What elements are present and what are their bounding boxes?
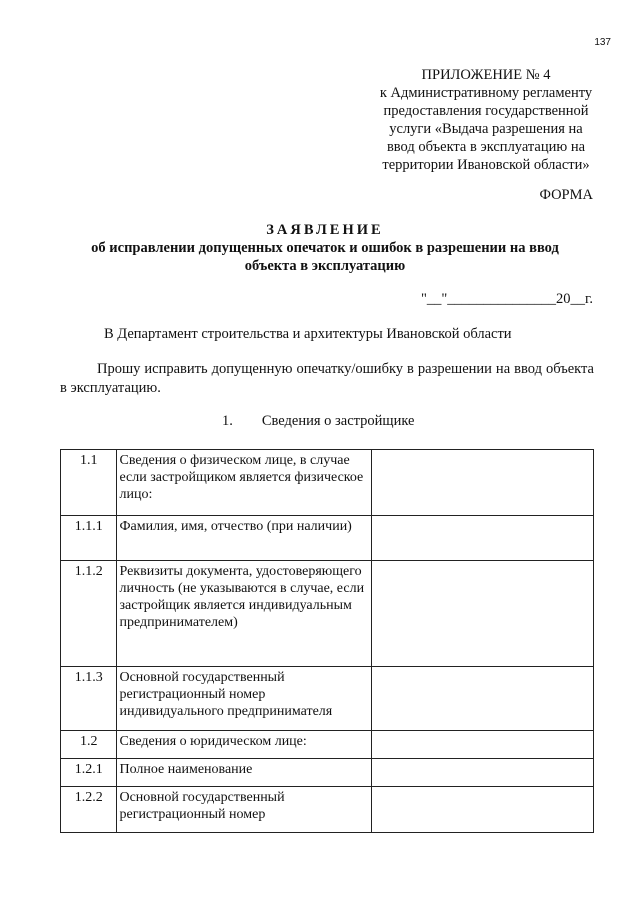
row-value-cell[interactable] bbox=[371, 787, 593, 833]
row-label-cell: Полное наименование bbox=[117, 759, 371, 787]
row-number-cell: 1.2.1 bbox=[61, 759, 117, 787]
row-value-cell[interactable] bbox=[371, 450, 593, 516]
row-number-cell: 1.1.1 bbox=[61, 516, 117, 561]
appendix-line: предоставления государственной bbox=[383, 103, 589, 119]
document-title bbox=[60, 221, 590, 275]
table-row bbox=[61, 516, 594, 561]
row-value-cell[interactable] bbox=[371, 516, 593, 561]
row-number-cell: 1.1.3 bbox=[61, 667, 117, 731]
table-row bbox=[61, 787, 594, 833]
row-label-cell: Сведения о юридическом лице: bbox=[117, 731, 371, 759]
section-number: 1. bbox=[222, 413, 233, 429]
row-value-cell[interactable] bbox=[371, 731, 593, 759]
row-value-cell[interactable] bbox=[371, 561, 593, 667]
appendix-line: территории Ивановской области» bbox=[382, 157, 590, 173]
section-title: Сведения о застройщике bbox=[261, 413, 415, 429]
row-value-cell[interactable] bbox=[371, 759, 593, 787]
row-value-cell[interactable] bbox=[371, 667, 593, 731]
table-row bbox=[61, 759, 594, 787]
table-row bbox=[61, 450, 594, 516]
row-number-cell: 1.1.2 bbox=[61, 561, 117, 667]
form-label: ФОРМА bbox=[539, 187, 593, 203]
section-heading bbox=[222, 413, 414, 430]
appendix-line: ПРИЛОЖЕНИЕ № 4 bbox=[421, 67, 551, 83]
page-number: 137 bbox=[594, 37, 611, 48]
appendix-line: ввод объекта в эксплуатацию на bbox=[386, 139, 586, 155]
addressee-line: В Департамент строительства и архитектуры Ивановской области bbox=[104, 326, 512, 342]
row-number-cell: 1.2.2 bbox=[61, 787, 117, 833]
appendix-header bbox=[352, 66, 620, 174]
row-label-cell: Основной государственный регистрационный номер bbox=[117, 787, 371, 833]
row-label-cell: Сведения о физическом лице, в случае если застройщиком является физическое лицо: bbox=[117, 450, 371, 516]
appendix-line: к Административному регламенту bbox=[379, 85, 593, 101]
title-subline: объекта в эксплуатацию bbox=[244, 258, 406, 274]
title-main: ЗАЯВЛЕНИЕ bbox=[266, 222, 384, 238]
date-field: "__"_______________20__г. bbox=[420, 291, 593, 307]
table-row bbox=[61, 561, 594, 667]
row-label-cell: Реквизиты документа, удостоверяющего личность (не указываются в случае, если застройщик является индивидуальным предпринимателем) bbox=[117, 561, 371, 667]
row-number-cell: 1.1 bbox=[61, 450, 117, 516]
row-label-cell: Основной государственный регистрационный номер индивидуального предпринимателя bbox=[117, 667, 371, 731]
row-label-cell: Фамилия, имя, отчество (при наличии) bbox=[117, 516, 371, 561]
table-row bbox=[61, 731, 594, 759]
row-number-cell: 1.2 bbox=[61, 731, 117, 759]
request-paragraph: Прошу исправить допущенную опечатку/ошибку в разрешении на ввод объекта в эксплуатацию. bbox=[60, 361, 594, 396]
appendix-line: услуги «Выдача разрешения на bbox=[389, 121, 583, 137]
table-row bbox=[61, 667, 594, 731]
developer-info-table bbox=[60, 449, 594, 833]
title-subline: об исправлении допущенных опечаток и ошибок в разрешении на ввод bbox=[91, 240, 559, 256]
